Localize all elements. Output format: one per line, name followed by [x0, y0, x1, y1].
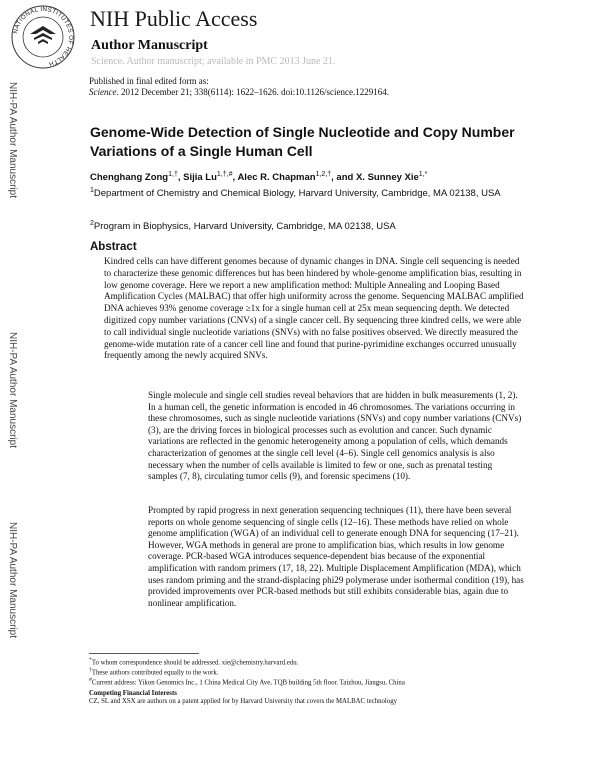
- author-name: Sijia Lu: [183, 172, 217, 184]
- competing-interests-heading: Competing Financial Interests: [89, 690, 177, 697]
- author-affil-marker: 1,†: [168, 171, 178, 178]
- side-label-bottom: NIH-PA Author Manuscript: [7, 522, 18, 638]
- abstract-heading: Abstract: [90, 241, 137, 253]
- footnote-marker: *: [89, 657, 92, 663]
- author-manuscript-label: Author Manuscript: [91, 38, 208, 53]
- eagle-icon: [30, 26, 56, 44]
- footnote-divider: [89, 653, 199, 654]
- availability-note: Science. Author manuscript; available in PMC 2013 June 21.: [91, 56, 336, 67]
- footnote: [89, 667, 218, 676]
- footnote-marker: †: [89, 667, 92, 673]
- author-separator: ,: [232, 172, 238, 184]
- citation: [89, 87, 389, 97]
- logo-text: NATIONAL INSTITUTES OF HEALTH: [12, 5, 75, 68]
- author-name: Chenghang Zong: [90, 172, 169, 184]
- side-label-middle: NIH-PA Author Manuscript: [7, 332, 18, 448]
- article-title: Genome-Wide Detection of Single Nucleotide and Copy Number Variations of a Single Human Cell: [90, 124, 515, 159]
- body-paragraph: Single molecule and single cell studies reveal behaviors that are hidden in bulk measurements (1, 2). In a human cell, the genetic information is encoded in 46 chromosomes. The variations occurring in these chromosomes, such as single nucleotide variations (SNVs) and copy number variations (CNVs) (3), are the driving forces in biological processes such as evolution and cancer. Such dynamic variations are reflected in the genomic heterogeneity among a population of cells, which demands characterization of genomes at the single cell level (4–6). Single cell genomics analysis is also necessary when the number of cells available is limited to few or one, such as prenatal testing samples (7, 8), circulating tumor cells (9), and forensic specimens (10).: [148, 390, 522, 482]
- affiliation: [90, 217, 520, 233]
- svg-text:NATIONAL INSTITUTES OF HEALTH: [12, 6, 74, 67]
- footnote-marker: #: [89, 677, 92, 683]
- affiliation: [90, 184, 520, 200]
- side-label-top: NIH-PA Author Manuscript: [7, 82, 18, 198]
- author-separator: , and: [331, 172, 356, 184]
- author-affil-marker: 1,2,†: [315, 171, 332, 178]
- footnote: [89, 657, 298, 666]
- author-affil-marker: 1,†,#: [216, 171, 233, 178]
- footnote-text: To whom correspondence should be addressed. xie@chemistry.harvard.edu.: [91, 659, 299, 667]
- affiliation-text: Department of Chemistry and Chemical Biology, Harvard University, Cambridge, MA 02138, USA: [93, 188, 501, 200]
- author-list: [90, 171, 427, 183]
- author-separator: ,: [177, 172, 184, 184]
- published-label: Published in final edited form as:: [89, 76, 209, 86]
- affiliation-marker: 1: [90, 187, 94, 194]
- abstract-text: Kindred cells can have different genomes because of dynamic changes in DNA. Single cell sequencing is needed to characterize these genomic differences but has been hindered by whole-genome amplification bias, resulting in low genome coverage. Here we report a new amplification method: Multiple Annealing and Looping Based Amplification Cycles (MALBAC) that offer high uniformity across the genome. Sequencing MALBAC amplified DNA achieves 93% genome coverage ≥1x for a single human cell at 25x mean sequencing depth. We detected digitized copy number variations (CNVs) of a single cancer cell. By sequencing three kindred cells, we were able to call individual single nucleotide variations (SNVs) with no false positives observed. We directly measured the genome-wide mutation rate of a cancer cell line and found that purine-pyrimidine exchanges occurred unusually frequently among the newly acquired SNVs.: [104, 256, 524, 361]
- body-paragraph: Prompted by rapid progress in next generation sequencing techniques (11), there have been several reports on whole genome sequencing of single cells (12–16). These methods have relied on whole genome amplification (WGA) of an individual cell to generate enough DNA for sequencing (17–21). However, WGA methods in general are prone to amplification bias, which results in low genome coverage. PCR-based WGA introduces sequence-dependent bias because of the exponential amplification with random primers (17, 18, 22). Multiple Displacement Amplification (MDA), which uses random priming and the strand-displacing phi29 polymerase under isothermal condition (19), has provided improvements over PCR-based methods but still exhibits considerable bias, again due to nonlinear amplification.: [148, 505, 524, 608]
- competing-interests-text: CZ, SL and XSX are authors on a patent applied for by Harvard University that covers the MALBAC technology: [89, 698, 397, 705]
- citation-details: . 2012 December 21; 338(6114): 1622–1626. doi:10.1126/science.1229164.: [116, 87, 390, 97]
- nih-public-access-title: NIH Public Access: [90, 6, 258, 31]
- affiliation-marker: 2: [90, 220, 94, 227]
- affiliation-text: Program in Biophysics, Harvard University, Cambridge, MA 02138, USA: [93, 221, 396, 233]
- footnote-text: These authors contributed equally to the work.: [91, 669, 219, 677]
- footnote: [89, 677, 405, 686]
- footnote-text: Current address: Yikon Genomics Inc., 1 China Medical City Ave, TQB building 5th floor. Taizhou, Jiangsu, China: [91, 679, 405, 687]
- nih-logo: [10, 4, 76, 70]
- author-name: Alec R. Chapman: [237, 172, 316, 184]
- author-name: X. Sunney Xie: [355, 172, 419, 184]
- journal-name: Science: [89, 87, 117, 97]
- author-affil-marker: 1,*: [418, 171, 428, 178]
